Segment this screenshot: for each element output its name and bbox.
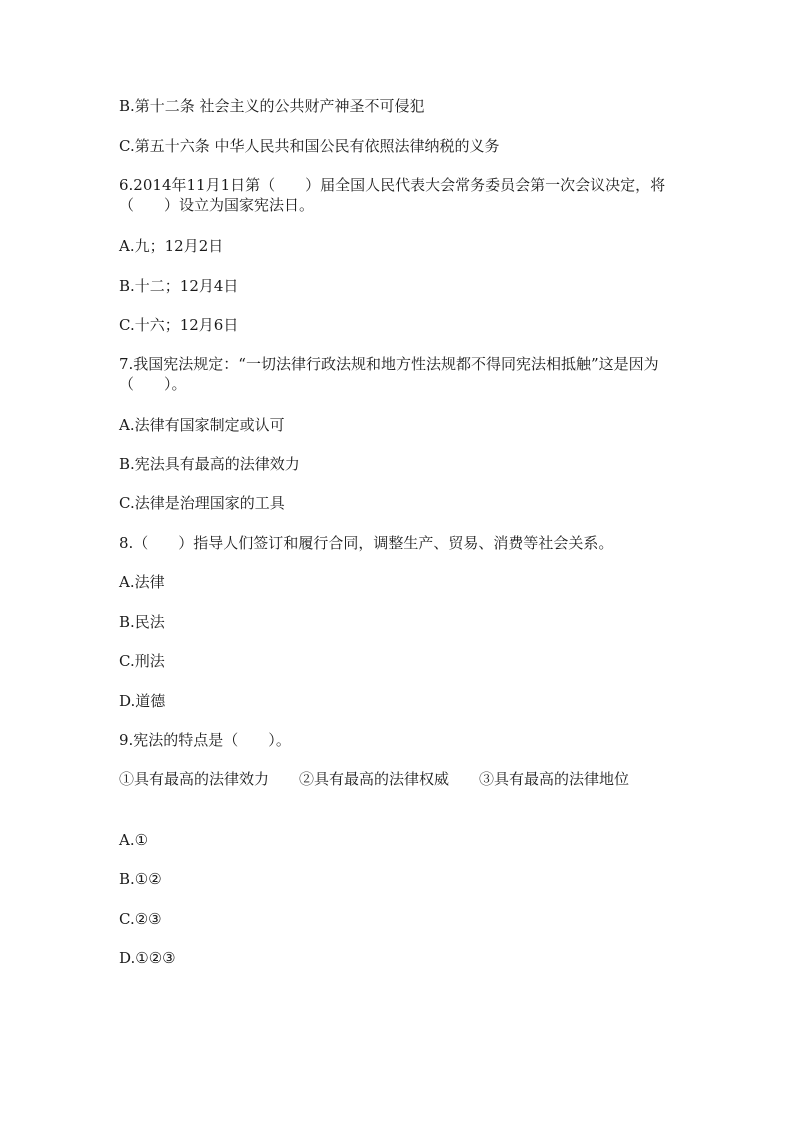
option-c-q8: C.刑法	[119, 652, 165, 670]
option-b-q9: B.①②	[119, 870, 162, 888]
option-b-q5: B.第十二条 社会主义的公共财产神圣不可侵犯	[119, 97, 425, 115]
question-9: 9.宪法的特点是（ ）。	[119, 731, 291, 749]
option-b-q7: B.宪法具有最高的法律效力	[119, 455, 300, 473]
question-8: 8.（ ）指导人们签订和履行合同，调整生产、贸易、消费等社会关系。	[119, 534, 614, 552]
option-d-q8: D.道德	[119, 692, 166, 710]
option-a-q8: A.法律	[119, 573, 165, 591]
question-6: 6.2014年11月1日第（ ）届全国人民代表大会常务委员会第一次会议决定，将（ ）设立为国家宪法日。	[119, 176, 666, 214]
option-c-q7: C.法律是治理国家的工具	[119, 494, 285, 512]
option-a-q6: A.九；12月2日	[119, 237, 224, 255]
option-d-q9: D.①②③	[119, 949, 176, 967]
option-c-q5: C.第五十六条 中华人民共和国公民有依照法律纳税的义务	[119, 137, 500, 155]
option-b-q6: B.十二；12月4日	[119, 277, 239, 295]
option-c-q6: C.十六；12月6日	[119, 316, 239, 334]
question-9-statements: ①具有最高的法律效力 ②具有最高的法律权威 ③具有最高的法律地位	[119, 770, 630, 788]
option-a-q7: A.法律有国家制定或认可	[119, 416, 285, 434]
option-c-q9: C.②③	[119, 910, 162, 928]
option-a-q9: A.①	[119, 831, 149, 849]
question-7: 7.我国宪法规定：“一切法律行政法规和地方性法规都不得同宪法相抵触”这是因为（ ）。	[119, 355, 659, 393]
option-b-q8: B.民法	[119, 613, 165, 631]
